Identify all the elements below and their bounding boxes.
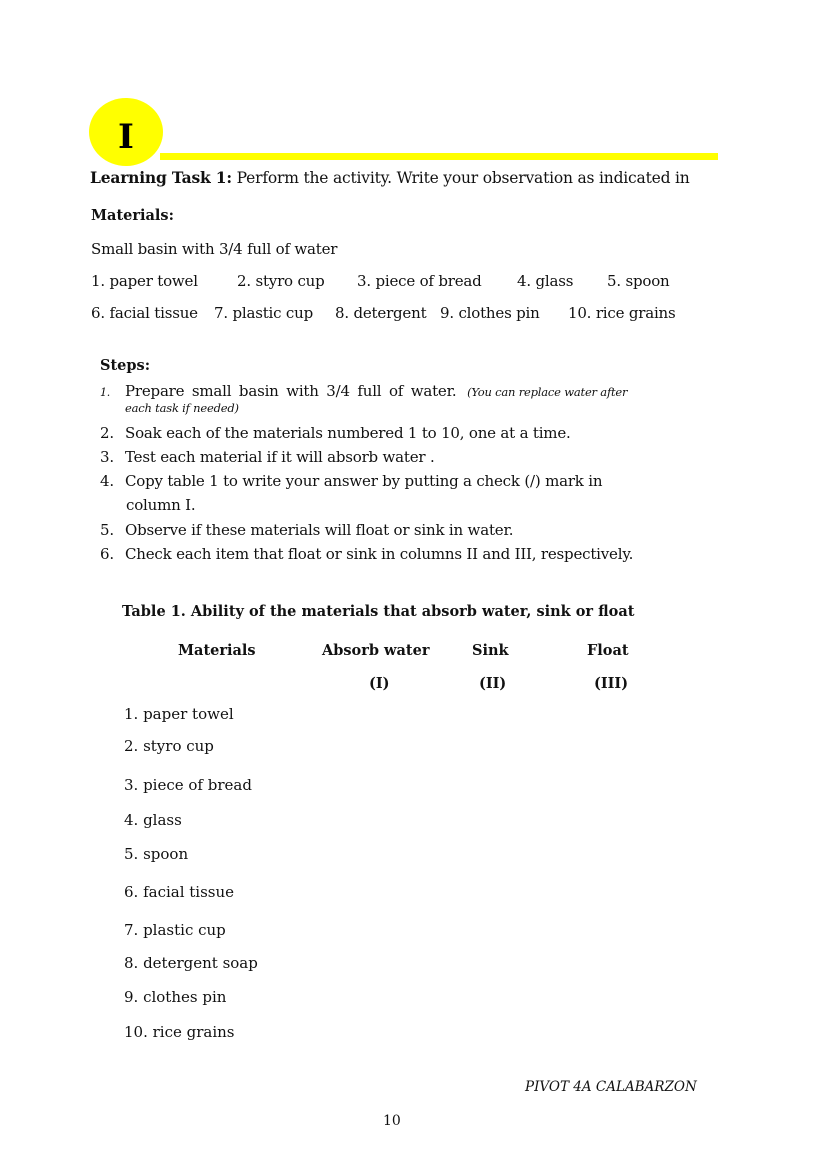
step-number: 5.	[100, 521, 114, 539]
step-number: 4.	[100, 472, 114, 490]
step-number: 2.	[100, 424, 114, 442]
materials-item: 8. detergent	[335, 304, 427, 322]
table-subheader-i: (I)	[369, 675, 390, 692]
step-item	[100, 448, 435, 466]
materials-item: 1. paper towel	[91, 272, 198, 290]
table-header-absorb-water: Absorb water	[322, 642, 430, 659]
materials-item: 7. plastic cup	[214, 304, 313, 322]
step-text: Copy table 1 to write your answer by putting a check (/) mark in	[125, 472, 603, 490]
table-row: 6. facial tissue	[124, 883, 235, 901]
table-row: 3. piece of bread	[124, 776, 252, 794]
table-header-float: Float	[587, 642, 629, 659]
step-item	[100, 521, 513, 539]
table-row: 10. rice grains	[124, 1023, 235, 1041]
table-header-sink: Sink	[472, 642, 509, 659]
materials-item: 10. rice grains	[568, 304, 676, 322]
materials-heading: Materials:	[91, 207, 174, 224]
section-letter: I	[118, 117, 134, 157]
table-row: 2. styro cup	[124, 737, 214, 755]
steps-heading: Steps:	[100, 357, 151, 374]
step-item	[100, 382, 628, 415]
table-row: 8. detergent soap	[124, 954, 258, 972]
step-text: Prepare small basin with 3/4 full of water.	[125, 382, 457, 400]
table-header-materials: Materials	[178, 642, 256, 659]
table-row: 1. paper towel	[124, 705, 234, 723]
step-item	[100, 472, 603, 514]
table-subheader-iii: (III)	[594, 675, 629, 692]
step-item	[100, 424, 571, 442]
step-text-continued: column I.	[126, 496, 196, 514]
step-note: (You can replace water after	[467, 385, 628, 399]
step-text: Test each material if it will absorb water .	[125, 448, 435, 466]
table-row: 9. clothes pin	[124, 988, 227, 1006]
learning-task-label: Learning Task 1:	[90, 168, 232, 187]
step-number: 3.	[100, 448, 114, 466]
table-row: 4. glass	[124, 811, 182, 829]
page-number: 10	[383, 1113, 401, 1129]
materials-item: 6. facial tissue	[91, 304, 198, 322]
section-divider	[160, 153, 718, 160]
step-note-continued: each task if needed)	[125, 401, 239, 415]
learning-task-instruction: Perform the activity. Write your observation as indicated in	[231, 169, 690, 187]
step-text: Soak each of the materials numbered 1 to 10, one at a time.	[125, 424, 571, 442]
table-row: 5. spoon	[124, 845, 189, 863]
step-item	[100, 545, 633, 563]
table-title: Table 1. Ability of the materials that absorb water, sink or float	[122, 603, 635, 620]
table-subheader-ii: (II)	[479, 675, 507, 692]
materials-item: 9. clothes pin	[440, 304, 540, 322]
materials-basin: Small basin with 3/4 full of water	[91, 240, 338, 258]
table-row: 7. plastic cup	[124, 921, 226, 939]
footer-org: PIVOT 4A CALABARZON	[525, 1079, 697, 1095]
materials-item: 5. spoon	[607, 272, 670, 290]
step-text: Observe if these materials will float or sink in water.	[125, 521, 514, 539]
learning-task-line	[90, 168, 690, 187]
step-number: 1.	[100, 386, 111, 399]
step-text: Check each item that float or sink in columns II and III, respectively.	[125, 545, 634, 563]
step-number: 6.	[100, 545, 114, 563]
section-badge	[89, 98, 163, 166]
materials-item: 4. glass	[517, 272, 574, 290]
materials-item: 2. styro cup	[237, 272, 325, 290]
materials-item: 3. piece of bread	[357, 272, 482, 290]
